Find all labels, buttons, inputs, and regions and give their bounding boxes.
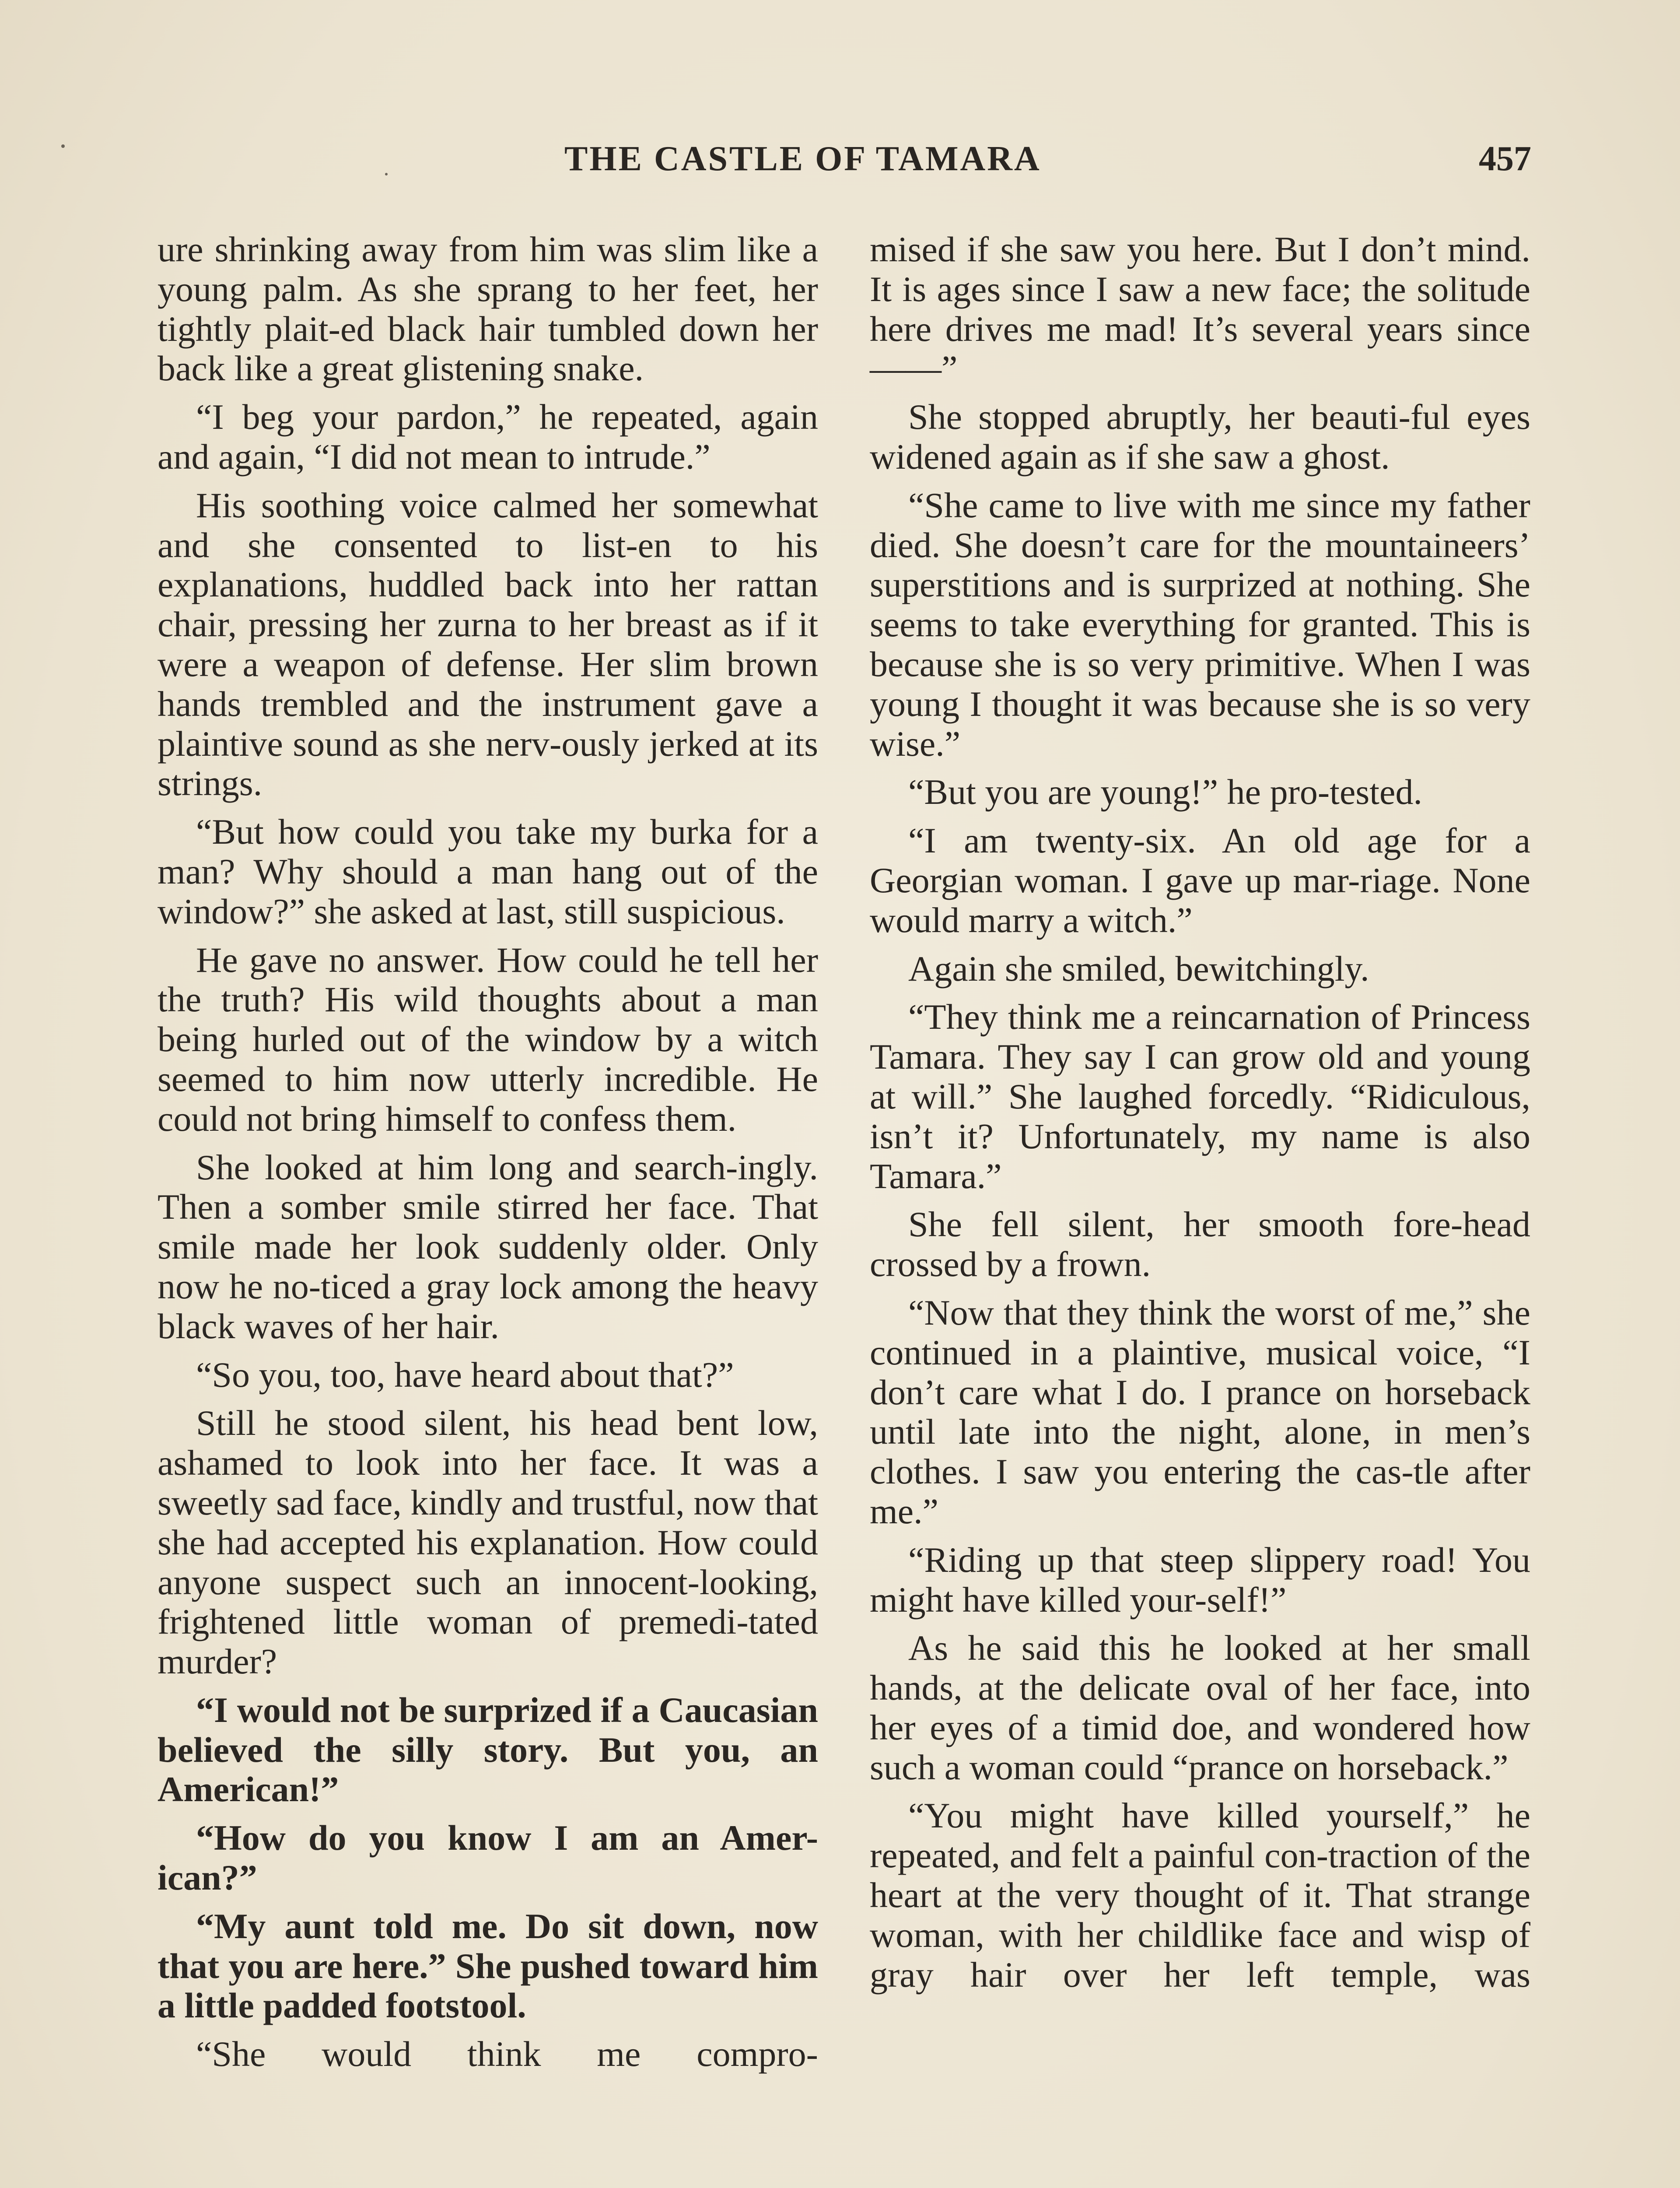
paragraph: His soothing voice calmed her somewhat and she consented to list-en to his explanations, huddled back into her rattan chair, pressing her zurna to her breast as if it were a weapon of defense. Her slim brown hands trembled and the instrument gave a plaintive sound as she nerv-ously jerked at its strings. (158, 485, 818, 803)
paragraph: “But how could you take my burka for a man? Why should a man hang out of the window?” she asked at last, still suspicious. (158, 812, 818, 931)
paragraph: “I beg your pardon,” he repeated, again and again, “I did not mean to intrude.” (158, 397, 818, 477)
paragraph: “But you are young!” he pro-tested. (908, 772, 1422, 812)
left-text-column (158, 230, 818, 2083)
running-header (158, 139, 1531, 187)
paragraph: mised if she saw you here. But I don’t mind. It is ages since I saw a new face; the solitude here drives me mad! It’s several years since——” (870, 229, 1530, 389)
page-number: 457 (1479, 140, 1531, 178)
paragraph: He gave no answer. How could he tell her the truth? His wild thoughts about a man being hurled out of the window by a witch seemed to him now utterly incredible. He could not bring himself to confess them. (158, 940, 818, 1139)
paragraph: “So you, too, have heard about that?” (196, 1354, 734, 1395)
paragraph: “She would think me compro- (196, 2034, 818, 2074)
paragraph: She looked at him long and search-ingly. Then a somber smile stirred her face. That smile made her look suddenly older. Only now he no-ticed a gray lock among the heavy black waves of her hair. (158, 1147, 818, 1346)
paragraph: “They think me a reincarnation of Princess Tamara. They say I can grow old and young at will.” She laughed forcedly. “Ridiculous, isn’t it? Unfortunately, my name is also Tamara.” (870, 997, 1530, 1196)
paragraph: She stopped abruptly, her beauti-ful eyes widened again as if she saw a ghost. (870, 397, 1530, 477)
paragraph: “You might have killed yourself,” he repeated, and felt a painful con-traction of the heart at the very thought of it. That strange woman, with her childlike face and wisp of gray hair over her left temple, was (870, 1795, 1530, 1995)
paragraph: “I am twenty-six. An old age for a Georgian woman. I gave up mar-riage. None would marry a witch.” (870, 820, 1530, 940)
paragraph: “How do you know I am an Amer-ican?” (158, 1818, 818, 1898)
paragraph: As he said this he looked at her small hands, at the delicate oval of her face, into her eyes of a timid doe, and wondered how such a woman could “prance on horseback.” (870, 1628, 1530, 1787)
paragraph: “Now that they think the worst of me,” she continued in a plaintive, musical voice, “I don’t care what I do. I prance on horseback until late into the night, alone, in men’s clothes. I saw you entering the cas-tle after me.” (870, 1292, 1530, 1531)
paragraph: She fell silent, her smooth fore-head crossed by a frown. (870, 1204, 1530, 1284)
right-text-column (870, 230, 1530, 2003)
paragraph: “Riding up that steep slippery road! You might have killed your-self!” (870, 1539, 1530, 1620)
paragraph: “My aunt told me. Do sit down, now that you are here.” She pushed toward him a little padded footstool. (158, 1906, 818, 2026)
paragraph: “I would not be surprized if a Caucasian believed the silly story. But you, an American!” (158, 1690, 818, 1809)
print-speck (61, 144, 65, 148)
paragraph: “She came to live with me since my father died. She doesn’t care for the mountaineers’ superstitions and is surprized at nothing. She seems to take everything for granted. This is because she is so very primitive. When I was young I thought it was because she is so very wise.” (870, 485, 1530, 764)
paragraph: Still he stood silent, his head bent low, ashamed to look into her face. It was a sweetly sad face, kindly and trustful, now that she had accepted his explanation. How could anyone suspect such an innocent-looking, frightened little woman of premedi-tated murder? (158, 1403, 818, 1682)
paragraph: ure shrinking away from him was slim like a young palm. As she sprang to her feet, her tightly plait-ed black hair tumbled down her back like a great glistening snake. (158, 229, 818, 389)
paragraph: Again she smiled, bewitchingly. (908, 948, 1369, 989)
running-title: THE CASTLE OF TAMARA (564, 140, 1041, 178)
